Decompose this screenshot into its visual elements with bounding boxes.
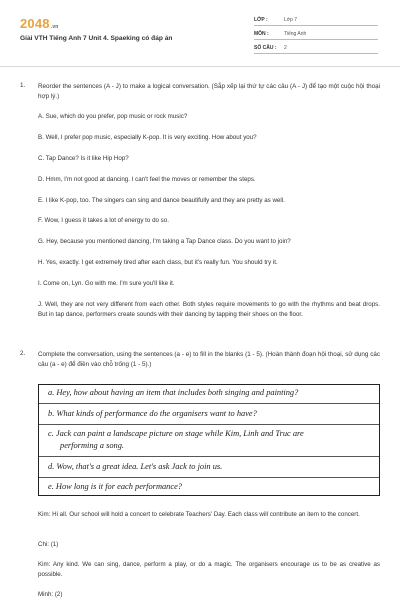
question-number: 1. [20,82,26,89]
bank-sentence-d: d. Wow, that's a great idea. Let's ask Jack to join us. [48,462,223,471]
bank-sentence-a: a. Hey, how about having an item that includes both singing and painting? [48,388,299,397]
page-header [0,0,400,66]
meta-value: Tiếng Anh [284,31,307,37]
option-i: I. Come on, Lyn. Go with me. I'm sure you'll like it. [38,280,175,287]
meta-row-count [254,44,378,54]
box-divider [39,477,379,478]
logo-text: 2048 [20,16,50,31]
logo-suffix: .vn [50,24,59,30]
option-c: C. Tap Dance? Is it like Hip Hop? [38,155,129,162]
meta-label: LỚP : [254,17,268,23]
option-h: H. Yes, exactly. I get extremely tired after each class, but it's really fun. You should try it. [38,259,278,266]
bank-sentence-c: c. Jack can paint a landscape picture on stage while Kim, Linh and Truc are [48,429,304,438]
bank-sentence-b: b. What kinds of performance do the organisers want to have? [48,409,257,418]
header-divider [0,66,400,67]
dialogue-line: Kim: Hi all. Our school will hold a concert to celebrate Teachers' Day. Each class will contribute an item to the concert. [38,511,360,518]
option-b: B. Well, I prefer pop music, especially K-pop. It is very exciting. How about you? [38,134,257,141]
bank-sentence-e: e. How long is it for each performance? [48,482,182,491]
dialogue-line: Chi: (1) [38,541,59,548]
option-a: A. Sue, which do you prefer, pop music or rock music? [38,113,188,120]
box-divider [39,424,379,425]
meta-row-subject [254,30,378,40]
meta-label: SỐ CÂU : [254,45,277,51]
meta-value: Lớp 7 [284,17,298,23]
box-divider [39,403,379,404]
option-d: D. Hmm, I'm not good at dancing. I can't feel the moves or remember the steps. [38,176,256,183]
sentence-bank-box [38,384,380,496]
option-e: E. I like K-pop, too. The singers can sing and dance beautifully and they are pretty as well. [38,197,285,204]
question-1-prompt: Reorder the sentences (A - J) to make a logical conversation. (Sắp xếp lại thứ tự các câu (A - J) để tạo một cuộc hội thoại hợp lý.) [38,83,380,100]
bank-sentence-c-cont: performing a song. [60,441,124,450]
option-g: G. Hey, because you mentioned dancing, I'm taking a Tap Dance class. Do you want to join? [38,238,291,245]
dialogue-line: Kim: Any kind. We can sing, dance, perform a play, or do a magic. The organisers encourage us to be as creative as possible. [38,561,380,578]
question-2-prompt: Complete the conversation, using the sentences (a - e) to fill in the blanks (1 - 5). (Hoàn thành đoạn hội thoại, sử dụng các câu (a - e) để điền vào chỗ trống (1 - 5).) [38,351,380,368]
option-j: J. Well, they are not very different from each other. Both styles require movements to go with the rhythms and beat drops. But in tap dance, performers create sounds with their dancing by tapping their shoes on the floor. [38,301,380,318]
document-title: Giải VTH Tiếng Anh 7 Unit 4. Spaeking có đáp án [20,35,173,42]
dialogue-line: Minh: (2) [38,591,63,598]
meta-label: MÔN : [254,31,269,37]
question-number: 2. [20,350,26,357]
site-logo[interactable] [20,16,59,31]
meta-value: 2 [284,45,287,51]
box-divider [39,456,379,457]
meta-row-class [254,16,378,26]
option-f: F. Wow, I guess it takes a lot of energy to do so. [38,217,169,224]
